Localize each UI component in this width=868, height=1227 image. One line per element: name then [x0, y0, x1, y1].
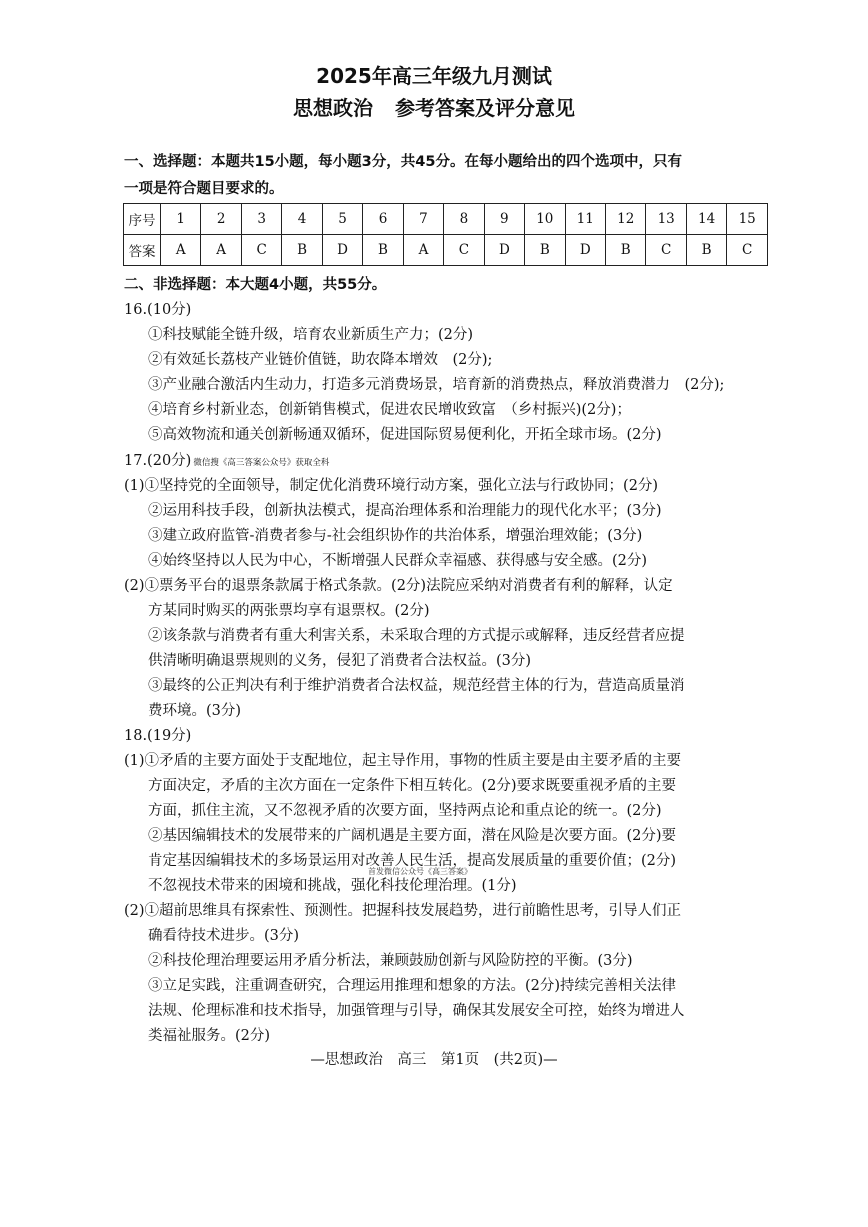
- table-cell-number: 10: [525, 204, 565, 235]
- part1-heading-line1: 一、选择题：本题共15小题，每小题3分，共45分。在每小题给出的四个选项中，只有: [124, 154, 682, 170]
- q17-line: (1)①坚持党的全面领导，制定优化消费环境行动方案，强化立法与行政协同；(2分): [124, 478, 659, 494]
- table-cell-number: 3: [241, 204, 281, 235]
- q18-line: ③立足实践，注重调查研究，合理运用推理和想象的方法。(2分)持续完善相关法律: [148, 978, 677, 994]
- q16-line: ③产业融合激活内生动力，打造多元消费场景，培育新的消费热点，释放消费潜力 (2分);: [148, 377, 725, 393]
- q18-line: 肯定基因编辑技术的多场景运用对改善人民生活，提高发展质量的重要价值；(2分): [148, 853, 677, 869]
- part1-heading-line2: 一项是符合题目要求的。: [124, 181, 284, 197]
- q17-line: ③最终的公正判决有利于维护消费者合法权益，规范经营主体的行为，营造高质量消: [148, 678, 685, 694]
- table-cell-number: 5: [322, 204, 362, 235]
- subject-name: 思想政治: [293, 96, 373, 120]
- q16-heading: 16.(10分): [124, 302, 192, 318]
- table-cell-number: 6: [363, 204, 403, 235]
- table-row-label: 答案: [124, 235, 161, 266]
- table-cell-answer: C: [241, 235, 281, 266]
- q18-line: 方面，抓住主流，又不忽视矛盾的次要方面，坚持两点论和重点论的统一。(2分): [148, 803, 662, 819]
- answer-table: [123, 203, 768, 266]
- q17-line: 费环境。(3分): [148, 703, 242, 719]
- q18-line: 确看待技术进步。(3分): [148, 928, 300, 944]
- table-cell-number: 8: [444, 204, 484, 235]
- table-cell-number: 7: [403, 204, 443, 235]
- table-row-answers: [124, 235, 768, 266]
- table-cell-answer: B: [282, 235, 322, 266]
- table-cell-number: 4: [282, 204, 322, 235]
- table-row-numbers: [124, 204, 768, 235]
- q18-line: 类福祉服务。(2分): [148, 1028, 271, 1044]
- document-title: [0, 92, 868, 121]
- exam-title: 2025年高三年级九月测试: [316, 64, 552, 88]
- table-cell-answer: D: [322, 235, 362, 266]
- q18-heading: 18.(19分): [124, 728, 192, 744]
- q18-line: ②基因编辑技术的发展带来的广阔机遇是主要方面，潜在风险是次要方面。(2分)要: [148, 828, 677, 844]
- table-cell-number: 13: [646, 204, 686, 235]
- q16-line: ①科技赋能全链升级，培育农业新质生产力；(2分): [148, 327, 474, 343]
- q17-label: 17.(20分): [124, 453, 192, 469]
- q18-line: 法规、伦理标准和技术指导，加强管理与引导，确保其发展安全可控，始终为增进人: [148, 1003, 685, 1019]
- q16-line: ②有效延长荔枝产业链价值链，助农降本增效 (2分);: [148, 352, 493, 368]
- table-cell-number: 11: [565, 204, 605, 235]
- table-cell-answer: A: [201, 235, 241, 266]
- table-cell-number: 2: [201, 204, 241, 235]
- table-cell-answer: C: [444, 235, 484, 266]
- q18-line: (1)①矛盾的主要方面处于支配地位，起主导作用，事物的性质主要是由主要矛盾的主要: [124, 753, 682, 769]
- table-cell-number: 1: [161, 204, 201, 235]
- table-cell-answer: D: [565, 235, 605, 266]
- table-cell-answer: C: [646, 235, 686, 266]
- q17-note: 微信搜《高三答案公众号》获取全科: [193, 458, 330, 468]
- q18-line: ②科技伦理治理要运用矛盾分析法，兼顾鼓励创新与风险防控的平衡。(3分): [148, 953, 633, 969]
- table-cell-number: 15: [727, 204, 768, 235]
- q17-line: 方某同时购买的两张票均享有退票权。(2分): [148, 603, 430, 619]
- q16-line: ⑤高效物流和通关创新畅通双循环，促进国际贸易便利化，开拓全球市场。(2分): [148, 427, 662, 443]
- q17-line: (2)①票务平台的退票条款属于格式条款。(2分)法院应采纳对消费者有利的解释，认定: [124, 578, 673, 594]
- table-cell-number: 12: [605, 204, 645, 235]
- table-cell-answer: B: [605, 235, 645, 266]
- part2-heading: 二、非选择题：本大题4小题，共55分。: [124, 277, 387, 293]
- table-cell-answer: B: [686, 235, 726, 266]
- table-cell-answer: A: [403, 235, 443, 266]
- q18-line: 不忽视技术带来的困境和挑战，强化科技伦理治理。(1分): [148, 878, 517, 894]
- table-cell-answer: D: [484, 235, 524, 266]
- table-cell-answer: B: [525, 235, 565, 266]
- q18-line: (2)①超前思维具有探索性、预测性。把握科技发展趋势，进行前瞻性思考，引导人们正: [124, 903, 682, 919]
- q17-heading: [124, 449, 329, 470]
- table-row-label: 序号: [124, 204, 161, 235]
- document-subtitle: 参考答案及评分意见: [395, 96, 575, 120]
- table-cell-number: 9: [484, 204, 524, 235]
- q17-line: 供清晰明确退票规则的义务，侵犯了消费者合法权益。(3分): [148, 653, 532, 669]
- table-cell-answer: B: [363, 235, 403, 266]
- q17-line: ②该条款与消费者有重大利害关系，未采取合理的方式提示或解释，违反经营者应提: [148, 628, 685, 644]
- q17-line: ③建立政府监管-消费者参与-社会组织协作的共治体系，增强治理效能；(3分): [148, 528, 643, 544]
- q16-line: ④培育乡村新业态，创新销售模式，促进农民增收致富 （乡村振兴)(2分)；: [148, 402, 631, 418]
- q17-line: ④始终坚持以人民为中心，不断增强人民群众幸福感、获得感与安全感。(2分): [148, 553, 648, 569]
- q17-line: ②运用科技手段，创新执法模式，提高治理体系和治理能力的现代化水平；(3分): [148, 503, 662, 519]
- page-footer: —思想政治 高三 第1页 (共2页)—: [310, 1052, 558, 1068]
- table-cell-answer: A: [161, 235, 201, 266]
- table-cell-answer: C: [727, 235, 768, 266]
- table-cell-number: 14: [686, 204, 726, 235]
- q18-line: 方面决定，矛盾的主次方面在一定条件下相互转化。(2分)要求既要重视矛盾的主要: [148, 778, 677, 794]
- watermark-text: 首发微信公众号《高三答案》: [368, 867, 472, 876]
